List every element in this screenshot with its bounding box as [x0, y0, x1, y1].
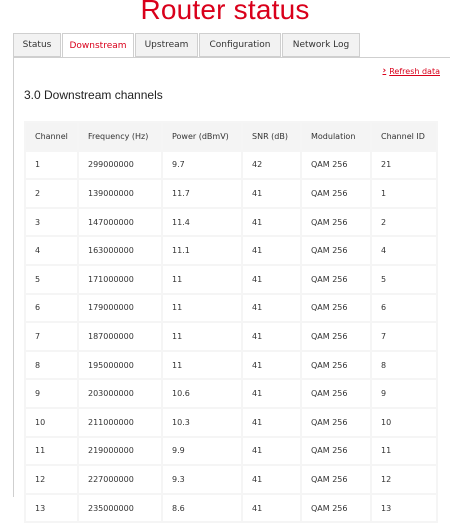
cell-frequency: 211000000	[79, 409, 163, 438]
cell-power: 10.6	[163, 380, 243, 409]
cell-frequency: 163000000	[79, 237, 163, 266]
cell-channel: 8	[24, 352, 79, 381]
cell-channel: 5	[24, 266, 79, 295]
cell-power: 9.3	[163, 466, 243, 495]
table-row	[24, 295, 438, 324]
tab-status[interactable]: Status	[13, 33, 61, 57]
tab-downstream[interactable]: Downstream	[62, 33, 134, 58]
table-row	[24, 323, 438, 352]
cell-channel: 10	[24, 409, 79, 438]
cell-modulation: QAM 256	[302, 323, 372, 352]
cell-snr: 41	[243, 323, 302, 352]
cell-channel: 13	[24, 495, 79, 523]
cell-channel-id: 13	[372, 495, 438, 523]
cell-channel-id: 5	[372, 266, 438, 295]
cell-frequency: 171000000	[79, 266, 163, 295]
column-header-snr: SNR (dB)	[243, 121, 302, 152]
chevron-right-icon: ›	[382, 66, 387, 76]
cell-frequency: 147000000	[79, 209, 163, 238]
cell-power: 9.7	[163, 152, 243, 181]
column-header-channel-id: Channel ID	[372, 121, 438, 152]
table-row	[24, 352, 438, 381]
cell-modulation: QAM 256	[302, 266, 372, 295]
cell-channel: 3	[24, 209, 79, 238]
table-body	[24, 152, 438, 523]
table-row	[24, 495, 438, 523]
table-row	[24, 237, 438, 266]
cell-power: 11.1	[163, 237, 243, 266]
cell-modulation: QAM 256	[302, 295, 372, 324]
cell-channel: 9	[24, 380, 79, 409]
cell-channel-id: 8	[372, 352, 438, 381]
column-header-modulation: Modulation	[302, 121, 372, 152]
cell-channel-id: 7	[372, 323, 438, 352]
tab-bar	[13, 33, 361, 58]
cell-power: 11	[163, 352, 243, 381]
cell-modulation: QAM 256	[302, 209, 372, 238]
cell-power: 11.7	[163, 180, 243, 209]
column-header-channel: Channel	[24, 121, 79, 152]
cell-channel-id: 6	[372, 295, 438, 324]
tab-upstream[interactable]: Upstream	[135, 33, 198, 57]
cell-channel-id: 1	[372, 180, 438, 209]
cell-modulation: QAM 256	[302, 495, 372, 523]
cell-channel-id: 4	[372, 237, 438, 266]
cell-channel: 11	[24, 438, 79, 467]
cell-modulation: QAM 256	[302, 237, 372, 266]
cell-power: 11	[163, 323, 243, 352]
section-title: 3.0 Downstream channels	[24, 88, 163, 102]
column-header-power: Power (dBmV)	[163, 121, 243, 152]
cell-channel: 12	[24, 466, 79, 495]
cell-snr: 41	[243, 495, 302, 523]
tab-network-log[interactable]: Network Log	[282, 33, 360, 57]
table-row	[24, 266, 438, 295]
cell-snr: 41	[243, 237, 302, 266]
cell-channel: 4	[24, 237, 79, 266]
cell-frequency: 219000000	[79, 438, 163, 467]
cell-channel-id: 2	[372, 209, 438, 238]
cell-snr: 41	[243, 352, 302, 381]
cell-frequency: 187000000	[79, 323, 163, 352]
table-row	[24, 209, 438, 238]
cell-channel-id: 12	[372, 466, 438, 495]
cell-modulation: QAM 256	[302, 380, 372, 409]
cell-power: 11.4	[163, 209, 243, 238]
tab-configuration[interactable]: Configuration	[199, 33, 281, 57]
cell-channel-id: 21	[372, 152, 438, 181]
cell-snr: 41	[243, 266, 302, 295]
cell-snr: 41	[243, 209, 302, 238]
cell-channel: 2	[24, 180, 79, 209]
cell-frequency: 235000000	[79, 495, 163, 523]
cell-channel-id: 10	[372, 409, 438, 438]
cell-channel-id: 9	[372, 380, 438, 409]
cell-power: 11	[163, 295, 243, 324]
cell-frequency: 203000000	[79, 380, 163, 409]
cell-power: 11	[163, 266, 243, 295]
cell-snr: 41	[243, 180, 302, 209]
cell-channel: 7	[24, 323, 79, 352]
cell-snr: 41	[243, 466, 302, 495]
cell-snr: 41	[243, 295, 302, 324]
table-header-row	[24, 121, 438, 152]
cell-frequency: 179000000	[79, 295, 163, 324]
cell-modulation: QAM 256	[302, 352, 372, 381]
cell-modulation: QAM 256	[302, 466, 372, 495]
table-row	[24, 409, 438, 438]
cell-snr: 41	[243, 380, 302, 409]
cell-frequency: 195000000	[79, 352, 163, 381]
cell-channel: 6	[24, 295, 79, 324]
cell-frequency: 227000000	[79, 466, 163, 495]
cell-channel-id: 11	[372, 438, 438, 467]
column-header-frequency: Frequency (Hz)	[79, 121, 163, 152]
cell-power: 8.6	[163, 495, 243, 523]
cell-channel: 1	[24, 152, 79, 181]
table-row	[24, 438, 438, 467]
refresh-data-link[interactable]	[383, 66, 441, 76]
cell-frequency: 299000000	[79, 152, 163, 181]
refresh-data-label: Refresh data	[389, 66, 440, 76]
table-row	[24, 180, 438, 209]
page-title: Router status	[140, 0, 310, 25]
cell-snr: 41	[243, 409, 302, 438]
cell-snr: 41	[243, 438, 302, 467]
table-row	[24, 152, 438, 181]
cell-snr: 42	[243, 152, 302, 181]
cell-modulation: QAM 256	[302, 152, 372, 181]
cell-power: 9.9	[163, 438, 243, 467]
cell-modulation: QAM 256	[302, 438, 372, 467]
cell-power: 10.3	[163, 409, 243, 438]
table-row	[24, 466, 438, 495]
downstream-channels-table	[24, 121, 438, 523]
cell-modulation: QAM 256	[302, 180, 372, 209]
table-row	[24, 380, 438, 409]
cell-modulation: QAM 256	[302, 409, 372, 438]
cell-frequency: 139000000	[79, 180, 163, 209]
